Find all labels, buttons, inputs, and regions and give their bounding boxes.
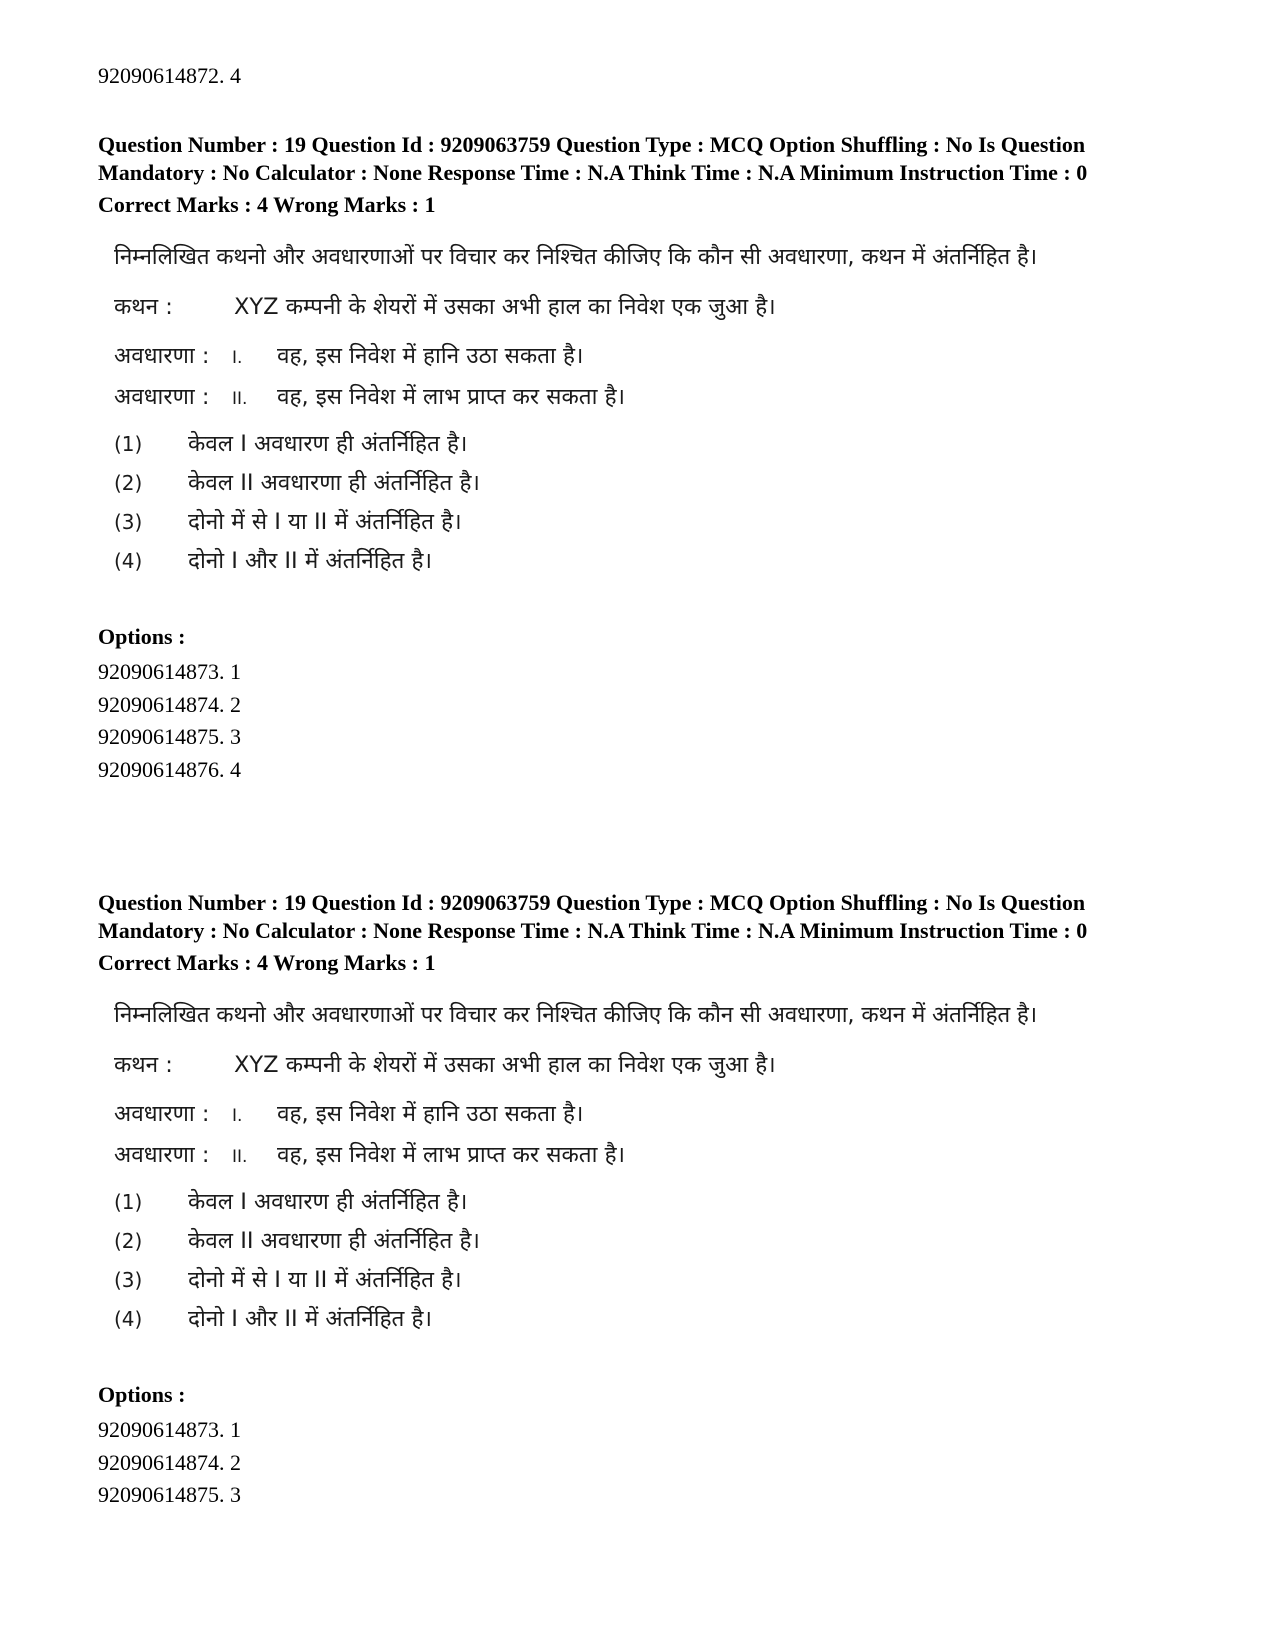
assumption-label: अवधारणा : bbox=[114, 343, 210, 369]
option-line: 92090614876. 4 bbox=[98, 756, 241, 782]
statement-row bbox=[114, 290, 1198, 321]
choice-number: (4) bbox=[114, 1307, 143, 1331]
previous-option-line: 92090614872. 4 bbox=[98, 63, 241, 88]
choice-item bbox=[114, 427, 1198, 466]
choice-text: केवल I अवधारण ही अंतर्निहित है। bbox=[188, 1189, 468, 1215]
choice-item bbox=[114, 466, 1198, 505]
question-image bbox=[114, 1000, 1198, 1341]
choice-text: दोनो में से I या II में अंतर्निहित है। bbox=[188, 1267, 462, 1293]
choice-item bbox=[114, 1185, 1198, 1224]
choice-item bbox=[114, 544, 1198, 583]
choice-item bbox=[114, 505, 1198, 544]
choice-list bbox=[114, 1185, 1198, 1341]
choice-text: केवल II अवधारणा ही अंतर्निहित है। bbox=[188, 470, 480, 496]
choice-number: (4) bbox=[114, 549, 143, 573]
choice-number: (3) bbox=[114, 510, 143, 534]
choice-item bbox=[114, 1302, 1198, 1341]
question-marks: Correct Marks : 4 Wrong Marks : 1 bbox=[98, 192, 436, 217]
choice-number: (1) bbox=[114, 432, 143, 456]
assumption-row bbox=[114, 380, 1198, 411]
option-line: 92090614875. 3 bbox=[98, 724, 241, 749]
assumption-number: I. bbox=[232, 1106, 243, 1126]
question-text: निम्नलिखित कथनो और अवधारणाओं पर विचार कर निश्चित कीजिए कि कौन सी अवधारणा, कथन में अंतर्निहित है। bbox=[114, 244, 1037, 270]
choice-number: (1) bbox=[114, 1190, 143, 1214]
options-list bbox=[98, 656, 1198, 786]
choice-number: (3) bbox=[114, 1268, 143, 1292]
statement-row bbox=[114, 1048, 1198, 1079]
assumption-label: अवधारणा : bbox=[114, 1142, 210, 1168]
assumption-row bbox=[114, 1097, 1198, 1128]
choice-text: दोनो में से I या II में अंतर्निहित है। bbox=[188, 509, 462, 535]
assumption-number: II. bbox=[232, 1147, 248, 1167]
assumption-row bbox=[114, 1138, 1198, 1169]
assumption-number: I. bbox=[232, 348, 243, 368]
statement-text: XYZ कम्पनी के शेयरों में उसका अभी हाल का निवेश एक जुआ है। bbox=[234, 1052, 776, 1078]
assumption-label: अवधारणा : bbox=[114, 1101, 210, 1127]
assumption-label: अवधारणा : bbox=[114, 384, 210, 410]
question-block-2 bbox=[98, 889, 1198, 1512]
option-line: 92090614873. 1 bbox=[98, 659, 241, 684]
choice-text: केवल II अवधारणा ही अंतर्निहित है। bbox=[188, 1228, 480, 1254]
option-line: 92090614874. 2 bbox=[98, 691, 241, 717]
question-image bbox=[114, 242, 1198, 583]
choice-list bbox=[114, 427, 1198, 583]
question-marks: Correct Marks : 4 Wrong Marks : 1 bbox=[98, 950, 436, 975]
option-line: 92090614873. 1 bbox=[98, 1417, 241, 1442]
options-heading: Options : bbox=[98, 624, 186, 649]
assumption-row bbox=[114, 339, 1198, 370]
choice-text: दोनो I और II में अंतर्निहित है। bbox=[188, 1306, 432, 1332]
option-line: 92090614874. 2 bbox=[98, 1449, 241, 1475]
assumption-text: वह, इस निवेश में हानि उठा सकता है। bbox=[277, 343, 584, 369]
statement-label: कथन : bbox=[114, 1052, 173, 1078]
assumption-text: वह, इस निवेश में लाभ प्राप्त कर सकता है। bbox=[277, 384, 626, 410]
statement-label: कथन : bbox=[114, 294, 173, 320]
choice-item bbox=[114, 1263, 1198, 1302]
choice-number: (2) bbox=[114, 471, 143, 495]
assumption-number: II. bbox=[232, 389, 248, 409]
question-block-1 bbox=[98, 131, 1198, 786]
question-meta: Question Number : 19 Question Id : 9209063759 Question Type : MCQ Option Shuffling : No Is Question Mandatory : No Calculator : None Response Time : N.A Think Time : N.A Minimum Instruction Time : 0 bbox=[98, 132, 1088, 185]
choice-text: दोनो I और II में अंतर्निहित है। bbox=[188, 548, 432, 574]
question-meta: Question Number : 19 Question Id : 9209063759 Question Type : MCQ Option Shuffling : No Is Question Mandatory : No Calculator : None Response Time : N.A Think Time : N.A Minimum Instruction Time : 0 bbox=[98, 890, 1088, 943]
options-heading: Options : bbox=[98, 1382, 186, 1407]
choice-text: केवल I अवधारण ही अंतर्निहित है। bbox=[188, 431, 468, 457]
assumption-text: वह, इस निवेश में हानि उठा सकता है। bbox=[277, 1101, 584, 1127]
statement-text: XYZ कम्पनी के शेयरों में उसका अभी हाल का निवेश एक जुआ है। bbox=[234, 294, 776, 320]
question-text: निम्नलिखित कथनो और अवधारणाओं पर विचार कर निश्चित कीजिए कि कौन सी अवधारणा, कथन में अंतर्निहित है। bbox=[114, 1002, 1037, 1028]
assumption-text: वह, इस निवेश में लाभ प्राप्त कर सकता है। bbox=[277, 1142, 626, 1168]
option-line: 92090614875. 3 bbox=[98, 1482, 241, 1507]
options-list bbox=[98, 1414, 1198, 1512]
choice-number: (2) bbox=[114, 1229, 143, 1253]
choice-item bbox=[114, 1224, 1198, 1263]
